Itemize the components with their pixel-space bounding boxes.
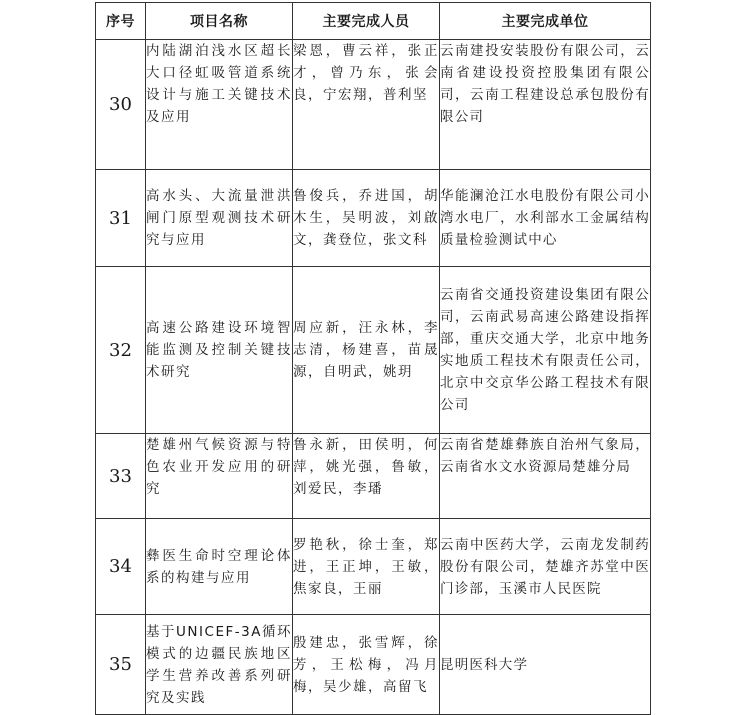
row-seq: 32 <box>96 267 146 434</box>
row-seq: 31 <box>96 170 146 267</box>
header-people: 主要完成人员 <box>293 3 440 40</box>
row-unit: 云南建投安装股份有限公司，云南省建设投资控股集团有限公司，云南工程建设总承包股份有限公司 <box>440 40 651 170</box>
row-unit: 云南中医药大学，云南龙发制药股份有限公司，楚雄齐苏堂中医门诊部，玉溪市人民医院 <box>440 519 651 615</box>
row-project-name: 彝医生命时空理论体系的构建与应用 <box>146 519 293 615</box>
row-project-name: 内陆湖泊浅水区超长大口径虹吸管道系统设计与施工关键技术及应用 <box>146 40 293 170</box>
row-unit: 云南省交通投资建设集团有限公司，云南武易高速公路建设指挥部，重庆交通大学，北京中地务实地质工程技术有限责任公司，北京中交京华公路工程技术有限公司 <box>440 267 651 434</box>
row-unit: 云南省楚雄彝族自治州气象局，云南省水文水资源局楚雄分局 <box>440 434 651 519</box>
table-header <box>96 3 651 40</box>
row-project-name: 楚雄州气候资源与特色农业开发应用的研究 <box>146 434 293 519</box>
table-row <box>96 519 651 615</box>
row-people: 殷建忠，张雪辉，徐芳，王松梅，冯月梅，吴少雄，高留飞 <box>293 615 440 715</box>
row-seq: 30 <box>96 40 146 170</box>
awards-table <box>95 2 651 715</box>
table-row <box>96 170 651 267</box>
row-unit: 华能澜沧江水电股份有限公司小湾水电厂，水利部水工金属结构质量检验测试中心 <box>440 170 651 267</box>
row-project-name: 高水头、大流量泄洪闸门原型观测技术研究与应用 <box>146 170 293 267</box>
row-project-name: 基于UNICEF-3A循环模式的边疆民族地区学生营养改善系列研究及实践 <box>146 615 293 715</box>
table-row <box>96 615 651 715</box>
row-people: 梁恩，曹云祥，张正才，曾乃东，张会良，宁宏翔，普利坚 <box>293 40 440 170</box>
row-people: 罗艳秋，徐士奎，郑进，王正坤，王敏，焦家良，王丽 <box>293 519 440 615</box>
table-row <box>96 267 651 434</box>
header-unit: 主要完成单位 <box>440 3 651 40</box>
table-body <box>96 40 651 715</box>
row-seq: 35 <box>96 615 146 715</box>
header-row <box>96 3 651 40</box>
row-people: 鲁永新，田侯明，何萍，姚光强，鲁敏，刘爱民，李璠 <box>293 434 440 519</box>
row-seq: 34 <box>96 519 146 615</box>
row-unit: 昆明医科大学 <box>440 615 651 715</box>
table-row <box>96 40 651 170</box>
header-project-name: 项目名称 <box>146 3 293 40</box>
table-row <box>96 434 651 519</box>
header-seq: 序号 <box>96 3 146 40</box>
row-seq: 33 <box>96 434 146 519</box>
row-people: 周应新，汪永林，李志清，杨建喜，苗晟源，自明武，姚玥 <box>293 267 440 434</box>
row-project-name: 高速公路建设环境智能监测及控制关键技术研究 <box>146 267 293 434</box>
row-people: 鲁俊兵，乔进国，胡木生，吴明波，刘啟文，龚登位，张文科 <box>293 170 440 267</box>
